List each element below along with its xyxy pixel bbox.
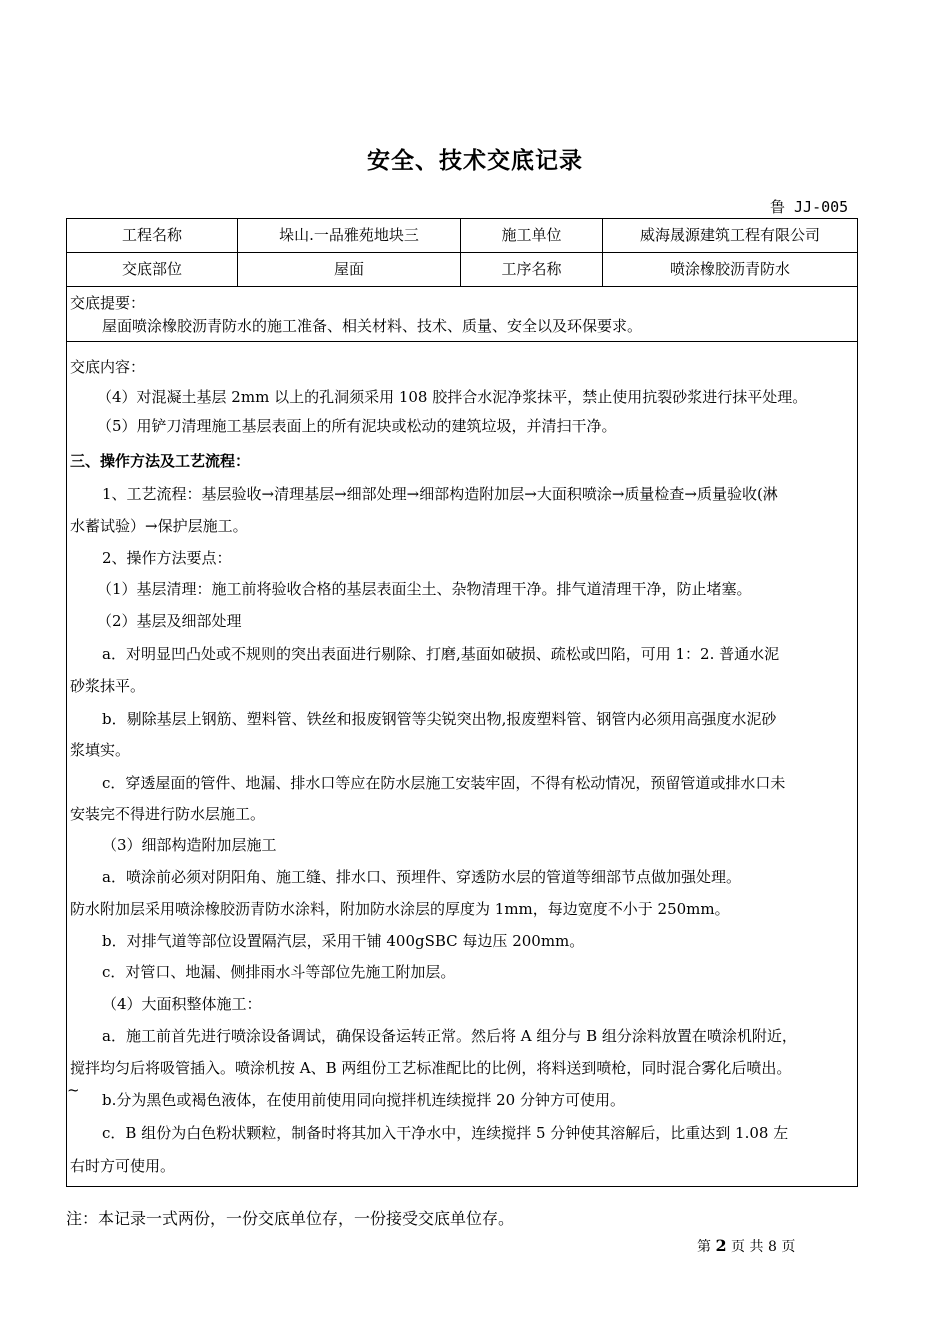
tilde-mark: ~ xyxy=(67,1081,80,1099)
summary-heading: 交底提要： xyxy=(70,294,146,312)
info-row-1 xyxy=(67,219,857,253)
process-value: 喷涂橡胶沥青防水 xyxy=(669,260,790,278)
content-line: b．剔除基层上钢筋、塑料管、铁丝和报废钢管等尖锐突出物,报废塑料管、钢管内必须用高强度水泥砂 xyxy=(102,710,777,728)
contractor-label: 施工单位 xyxy=(461,219,603,252)
content-line: b.分为黑色或褐色液体，在使用前使用同向搅拌机连续搅拌 20 分钟方可使用。 xyxy=(102,1091,625,1109)
content-line: a．喷涂前必须对阴阳角、施工缝、排水口、预埋件、穿透防水层的管道等细部节点做加强处理。 xyxy=(102,868,741,886)
page-suffix: 页 xyxy=(781,1239,796,1255)
page-total: 8 xyxy=(767,1239,777,1255)
info-row-2 xyxy=(67,253,857,287)
content-line: （2）基层及细部处理 xyxy=(97,612,242,630)
summary-text: 屋面喷涂橡胶沥青防水的施工准备、相关材料、技术、质量、安全以及环保要求。 xyxy=(102,317,643,335)
content-line: 2、操作方法要点： xyxy=(102,549,232,567)
content-line: 1、工艺流程：基层验收→清理基层→细部处理→细部构造附加层→大面积喷涂→质量检查→质量验收(淋 xyxy=(102,485,778,503)
document-title: 安全、技术交底记录 xyxy=(367,148,583,174)
content-line: （1）基层清理：施工前将验收合格的基层表面尘土、杂物清理干净。排气道清理干净，防止堵塞。 xyxy=(97,580,752,598)
process-label: 工序名称 xyxy=(461,253,603,286)
project-name-label: 工程名称 xyxy=(67,219,238,252)
content-line: （4）大面积整体施工： xyxy=(102,995,262,1013)
content-line: 水蓄试验）→保护层施工。 xyxy=(70,517,248,535)
contractor-value: 威海晟源建筑工程有限公司 xyxy=(639,226,820,244)
page-indicator xyxy=(697,1236,795,1256)
content-line: b．对排气道等部位设置隔汽层，采用干铺 400gSBC 每边压 200mm。 xyxy=(102,932,585,950)
content-line: 搅拌均匀后将吸管插入。喷涂机按 A、B 两组份工艺标准配比的比例，将料送到喷枪，同时混合雾化后喷出。 xyxy=(70,1059,792,1077)
content-line: 右时方可使用。 xyxy=(70,1157,176,1175)
content-line: a．对明显凹凸处或不规则的突出表面进行剔除、打磨,基面如破损、疏松或凹陷，可用 1：2. 普通水泥 xyxy=(102,645,780,663)
content-line: c．对管口、地漏、侧排雨水斗等部位先施工附加层。 xyxy=(102,963,456,981)
record-table xyxy=(66,218,858,1187)
content-heading: 交底内容： xyxy=(70,358,146,376)
content-line: （4）对混凝土基层 2mm 以上的孔洞须采用 108 胶拌合水泥净浆抹平，禁止使用抗裂砂浆进行抹平处理。 xyxy=(97,388,808,406)
content-line: a．施工前首先进行喷涂设备调试，确保设备运转正常。然后将 A 组分与 B 组分涂料放置在喷涂机附近， xyxy=(102,1027,797,1045)
form-code: 鲁 JJ-005 xyxy=(770,198,849,216)
location-label: 交底部位 xyxy=(67,253,238,286)
content-line: （5）用铲刀清理施工基层表面上的所有泥块或松动的建筑垃圾，并清扫干净。 xyxy=(97,417,617,435)
location-value: 屋面 xyxy=(238,253,461,286)
content-line: （3）细部构造附加层施工 xyxy=(102,836,277,854)
section-heading: 三、操作方法及工艺流程： xyxy=(70,452,251,470)
content-line: 砂浆抹平。 xyxy=(70,677,146,695)
content-line: 浆填实。 xyxy=(70,741,131,759)
project-name-value: 垛山.一品雅苑地块三 xyxy=(238,219,461,252)
page-mid: 页 共 xyxy=(731,1239,764,1255)
page-prefix: 第 xyxy=(697,1239,711,1255)
content-line: c．穿透屋面的管件、地漏、排水口等应在防水层施工安装牢固，不得有松动情况，预留管道或排水口未 xyxy=(102,774,786,792)
summary-section xyxy=(67,287,857,342)
content-line: 防水附加层采用喷涂橡胶沥青防水涂料，附加防水涂层的厚度为 1mm，每边宽度不小于 250mm。 xyxy=(70,900,730,918)
content-line: c．B 组份为白色粉状颗粒，制备时将其加入干净水中，连续搅拌 5 分钟使其溶解后，比重达到 1.08 左 xyxy=(102,1124,789,1142)
footer-note: 注：本记录一式两份，一份交底单位存，一份接受交底单位存。 xyxy=(66,1209,515,1228)
content-line: 安装完不得进行防水层施工。 xyxy=(70,805,266,823)
page-current: 2 xyxy=(715,1236,727,1255)
